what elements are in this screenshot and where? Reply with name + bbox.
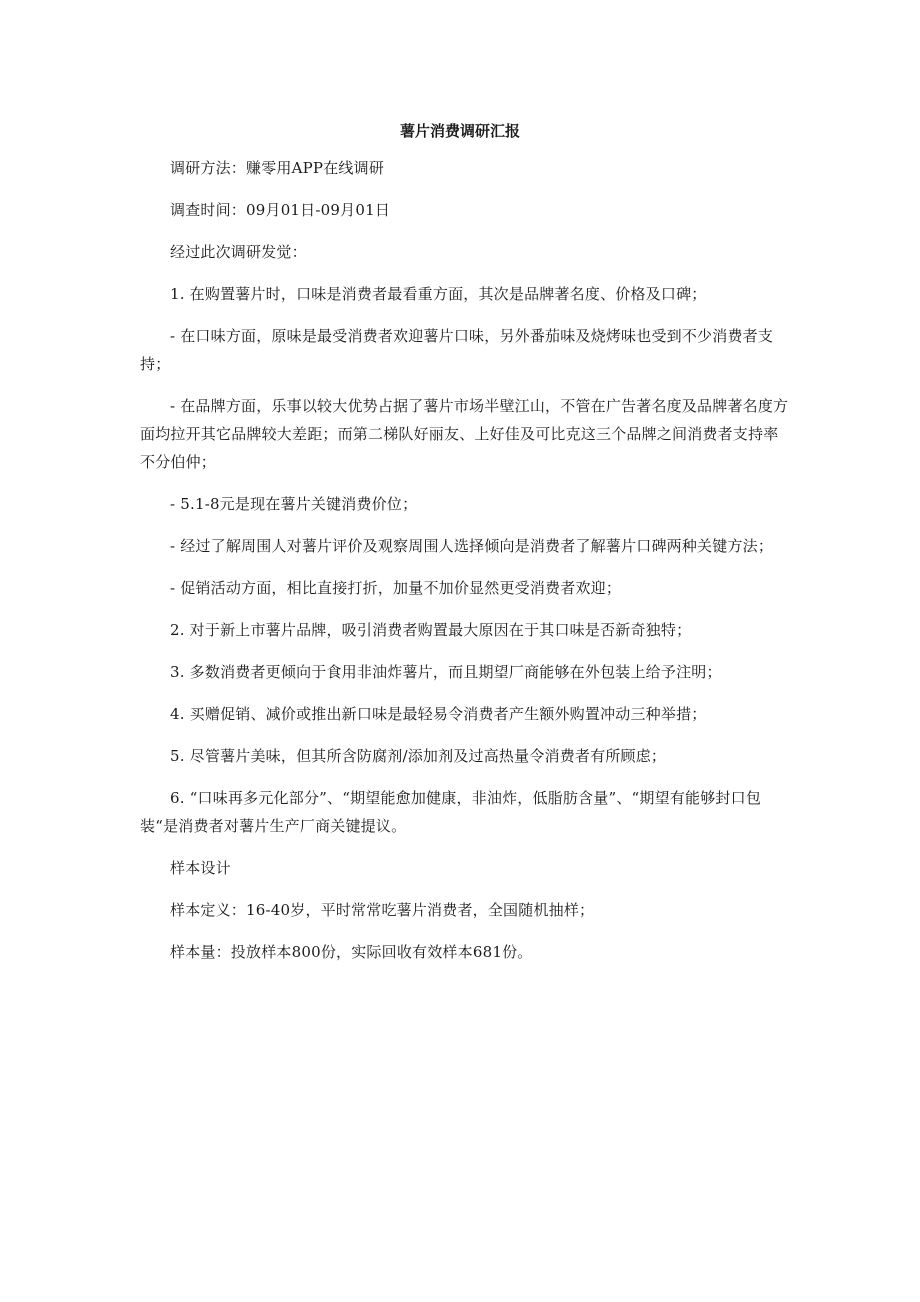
paragraph-method: 调研方法：赚零用APP在线调研	[170, 159, 385, 177]
paragraph-finding-3: 3. 多数消费者更倾向于食用非油炸薯片，而且期望厂商能够在外包装上给予注明；	[170, 663, 722, 681]
document-title: 薯片消费调研汇报	[399, 122, 520, 140]
paragraph-finding-1-reputation: - 经过了解周围人对薯片评价及观察周围人选择倾向是消费者了解薯片口碑两种关键方法；	[170, 537, 774, 555]
paragraph-finding-1: 1. 在购置薯片时，口味是消费者最看重方面，其次是品牌著名度、价格及口碑；	[170, 285, 707, 303]
paragraph-sample-design-heading: 样本设计	[170, 859, 231, 877]
paragraph-finding-1-price: - 5.1-8元是现在薯片关键消费价位；	[170, 495, 418, 513]
paragraph-finding-2: 2. 对于新上市薯片品牌，吸引消费者购置最大原因在于其口味是否新奇独特；	[170, 621, 692, 639]
paragraph-time: 调查时间：09月01日-09月01日	[170, 201, 391, 219]
paragraph-finding-1-brand: - 在品牌方面，乐事以较大优势占据了薯片市场半壁江山，不管在广告著名度及品牌著名度方面均拉开其它品牌较大差距；而第二梯队好丽友、上好佳及可比克这三个品牌之间消费者支持率不分伯仲；	[140, 397, 789, 471]
document-body	[140, 154, 790, 980]
paragraph-sample-definition: 样本定义：16-40岁，平时常常吃薯片消费者，全国随机抽样；	[170, 901, 595, 919]
paragraph-finding-4: 4. 买赠促销、减价或推出新口味是最轻易令消费者产生额外购置冲动三种举措；	[170, 705, 707, 723]
paragraph-finding-6: 6. “口味再多元化部分”、“期望能愈加健康，非油炸，低脂肪含量”、“期望有能够封口包装“是消费者对薯片生产厂商关键提议。	[140, 789, 762, 835]
paragraph-finding-5: 5. 尽管薯片美味，但其所含防腐剂/添加剂及过高热量令消费者有所顾虑；	[170, 747, 667, 765]
paragraph-finding-1-promotion: - 促销活动方面，相比直接打折，加量不加价显然更受消费者欢迎；	[170, 579, 622, 597]
paragraph-sample-size: 样本量：投放样本800份，实际回收有效样本681份。	[170, 943, 533, 961]
paragraph-findings-intro: 经过此次调研发觉：	[170, 243, 307, 261]
paragraph-finding-1-taste: - 在口味方面，原味是最受消费者欢迎薯片口味，另外番茄味及烧烤味也受到不少消费者支持；	[140, 327, 774, 373]
